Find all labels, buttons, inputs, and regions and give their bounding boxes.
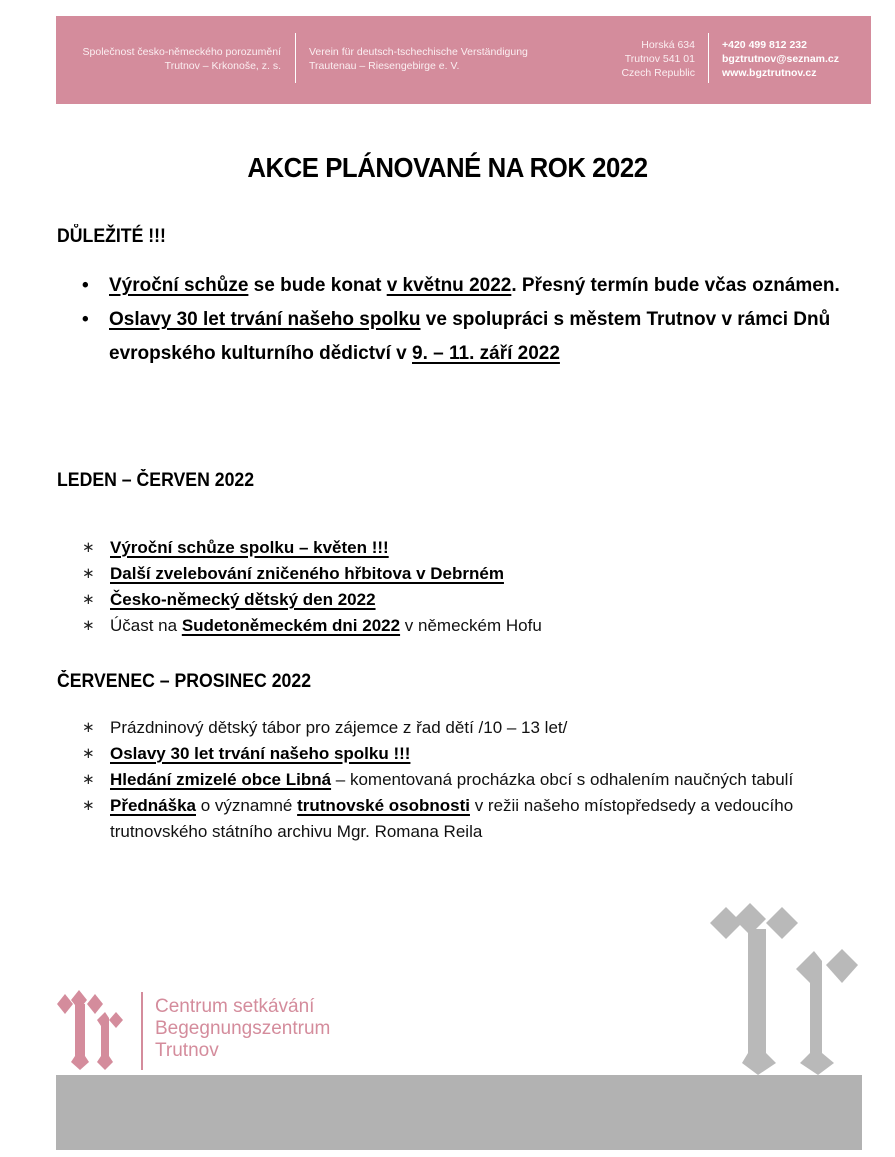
org-german-name	[309, 45, 528, 73]
item-text: se bude konat	[248, 275, 387, 296]
second-half-heading: ČERVENEC – PROSINEC 2022	[57, 671, 312, 692]
item-emphasis: Další zvelebování zničeného hřbitova v Debrném	[110, 564, 504, 583]
header-divider	[708, 33, 709, 83]
item-text: o významné	[196, 796, 298, 815]
org-de-line1: Verein für deutsch-tschechische Verständigung	[309, 46, 528, 58]
org-cz-line1: Společnost česko-německého porozumění	[82, 46, 281, 58]
item-text: – komentovaná procházka obcí s odhalením naučných tabulí	[331, 770, 794, 789]
item-text: v německém Hofu	[400, 616, 542, 635]
address-line2: Trutnov 541 01	[624, 53, 695, 65]
important-heading: DŮLEŽITÉ !!!	[57, 226, 166, 247]
asterisk-bullet-icon: ∗	[82, 797, 95, 814]
item-text: . Přesný termín bude včas oznámen.	[511, 275, 840, 296]
item-emphasis: Výroční schůze spolku – květen !!!	[110, 538, 389, 557]
bullet-icon: •	[82, 275, 89, 296]
important-item	[82, 269, 852, 303]
list-item	[82, 587, 842, 613]
important-list	[82, 269, 852, 371]
page-title: AKCE PLÁNOVANÉ NA ROK 2022	[247, 152, 648, 183]
second-half-list	[82, 715, 842, 845]
logo-line3: Trutnov	[155, 1040, 219, 1061]
item-emphasis: Výroční schůze	[109, 275, 249, 296]
email-link[interactable]: bgztrutnov@seznam.cz	[722, 53, 840, 65]
item-emphasis: Sudetoněmeckém dni 2022	[181, 616, 401, 635]
list-item	[82, 767, 842, 793]
item-text: Účast na	[110, 616, 182, 635]
item-emphasis: Oslavy 30 let trvání našeho spolku	[109, 309, 421, 330]
logo-line1: Centrum setkávání	[155, 996, 315, 1017]
asterisk-bullet-icon: ∗	[82, 591, 95, 608]
item-emphasis: Hledání zmizelé obce Libná	[110, 770, 332, 789]
list-item	[82, 741, 842, 767]
item-text: v režii našeho místopředsedy a vedoucího trutnovského státního archivu Mgr. Romana Reila	[110, 796, 794, 841]
item-emphasis: Oslavy 30 let trvání našeho spolku !!!	[110, 744, 411, 763]
item-emphasis: Česko-německý dětský den 2022	[110, 590, 376, 609]
logo-text	[155, 996, 330, 1062]
list-item	[82, 793, 842, 845]
bullet-icon: •	[82, 309, 89, 330]
address-line1: Horská 634	[641, 39, 695, 51]
org-cz-line2: Trutnov – Krkonoše, z. s.	[164, 60, 281, 72]
first-half-list	[82, 535, 842, 639]
tr-monogram-icon	[57, 990, 129, 1070]
list-item	[82, 715, 842, 741]
item-text: Prázdninový dětský tábor pro zájemce z řad dětí /10 – 13 let/	[110, 718, 568, 737]
website-link[interactable]: www.bgztrutnov.cz	[722, 67, 817, 79]
logo-line2: Begegnungszentrum	[155, 1018, 331, 1039]
asterisk-bullet-icon: ∗	[82, 745, 95, 762]
asterisk-bullet-icon: ∗	[82, 565, 95, 582]
item-date: v květnu 2022	[386, 275, 512, 296]
phone-number[interactable]: +420 499 812 232	[722, 39, 807, 51]
first-half-heading: LEDEN – ČERVEN 2022	[57, 470, 255, 491]
org-czech-name	[83, 45, 281, 73]
list-item	[82, 561, 842, 587]
important-item	[82, 303, 852, 371]
asterisk-bullet-icon: ∗	[82, 719, 95, 736]
address-line3: Czech Republic	[621, 67, 695, 79]
list-item	[82, 535, 842, 561]
item-text: ve spolupráci s městem Trutnov v rámci Dnů evropského kulturního dědictví v	[109, 309, 831, 364]
logo-divider	[141, 992, 143, 1070]
list-item	[82, 613, 842, 639]
contact-block	[722, 38, 839, 80]
org-de-line2: Trautenau – Riesengebirge e. V.	[309, 60, 460, 72]
asterisk-bullet-icon: ∗	[82, 539, 95, 556]
header-divider	[295, 33, 296, 83]
address-block	[621, 38, 695, 80]
asterisk-bullet-icon: ∗	[82, 771, 95, 788]
asterisk-bullet-icon: ∗	[82, 617, 95, 634]
item-emphasis: Přednáška	[110, 796, 196, 815]
footer-bar	[56, 1075, 862, 1150]
item-emphasis: trutnovské osobnosti	[297, 796, 470, 815]
letterhead	[56, 16, 871, 104]
item-date: 9. – 11. září 2022	[412, 343, 560, 364]
tr-monogram-large-icon	[710, 903, 870, 1075]
